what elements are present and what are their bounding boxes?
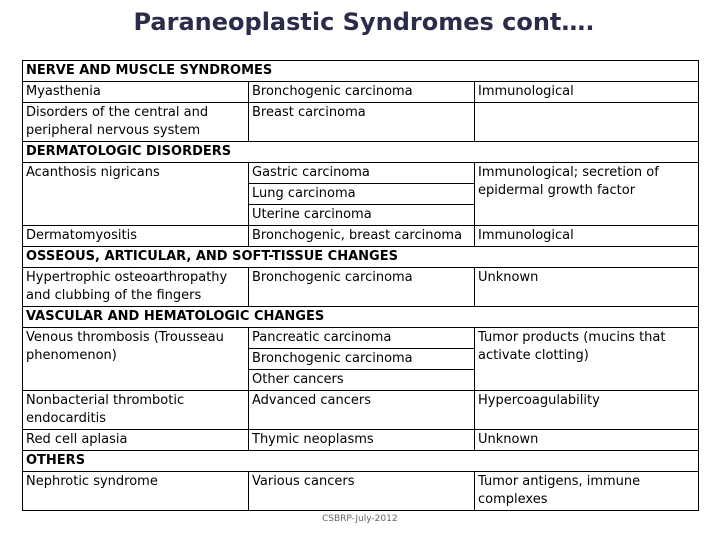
table-row [23, 226, 699, 247]
mechanism-cell: Immunological [475, 82, 699, 103]
section-heading: OSSEOUS, ARTICULAR, AND SOFT-TISSUE CHANGES [23, 247, 699, 268]
mechanism-cell: Tumor antigens, immune complexes [475, 472, 699, 511]
syndrome-cell: Acanthosis nigricans [23, 163, 249, 226]
footer-text: CSBRP-July-2012 [322, 514, 398, 524]
syndrome-cell: Hypertrophic osteoarthropathy and clubbing of the fingers [23, 268, 249, 307]
mechanism-cell: Immunological; secretion of epidermal growth factor [475, 163, 699, 226]
section-header-nerve [23, 61, 699, 82]
table-row [23, 472, 699, 511]
section-heading: VASCULAR AND HEMATOLOGIC CHANGES [23, 307, 699, 328]
section-header-osseous [23, 247, 699, 268]
mechanism-cell: Unknown [475, 268, 699, 307]
syndrome-cell: Red cell aplasia [23, 430, 249, 451]
tumor-cell: Thymic neoplasms [249, 430, 475, 451]
syndrome-cell: Disorders of the central and peripheral nervous system [23, 103, 249, 142]
syndrome-cell: Nephrotic syndrome [23, 472, 249, 511]
slide-title: Paraneoplastic Syndromes cont…. [133, 8, 595, 36]
mechanism-cell: Tumor products (mucins that activate clotting) [475, 328, 699, 391]
table-row [23, 163, 699, 226]
section-header-vascular [23, 307, 699, 328]
mechanism-cell [475, 103, 699, 142]
tumor-cell: Breast carcinoma [249, 103, 475, 142]
tumor-cell [249, 163, 475, 226]
table-row [23, 103, 699, 142]
section-heading: NERVE AND MUSCLE SYNDROMES [23, 61, 699, 82]
table-row [23, 268, 699, 307]
tumor-cell: Bronchogenic, breast carcinoma [249, 226, 475, 247]
tumor-subcell: Other cancers [252, 372, 344, 387]
tumor-subcell: Bronchogenic carcinoma [249, 349, 474, 370]
syndrome-cell: Dermatomyositis [23, 226, 249, 247]
syndrome-cell: Myasthenia [23, 82, 249, 103]
tumor-cell [249, 328, 475, 391]
tumor-cell: Bronchogenic carcinoma [249, 268, 475, 307]
table-row [23, 391, 699, 430]
syndrome-cell: Nonbacterial thrombotic endocarditis [23, 391, 249, 430]
syndromes-table [22, 60, 699, 511]
table-row [23, 82, 699, 103]
tumor-subcell: Gastric carcinoma [249, 163, 474, 184]
tumor-subcell: Lung carcinoma [249, 184, 474, 205]
tumor-subcell: Pancreatic carcinoma [249, 328, 474, 349]
section-header-others [23, 451, 699, 472]
tumor-cell: Various cancers [249, 472, 475, 511]
tumor-cell: Bronchogenic carcinoma [249, 82, 475, 103]
section-heading: DERMATOLOGIC DISORDERS [23, 142, 699, 163]
table-row [23, 430, 699, 451]
mechanism-cell: Unknown [475, 430, 699, 451]
section-heading: OTHERS [23, 451, 699, 472]
syndrome-cell: Venous thrombosis (Trousseau phenomenon) [23, 328, 249, 391]
mechanism-cell: Hypercoagulability [475, 391, 699, 430]
tumor-subcell: Uterine carcinoma [252, 207, 372, 222]
mechanism-cell: Immunological [475, 226, 699, 247]
section-header-derm [23, 142, 699, 163]
table-row [23, 328, 699, 391]
tumor-cell: Advanced cancers [249, 391, 475, 430]
